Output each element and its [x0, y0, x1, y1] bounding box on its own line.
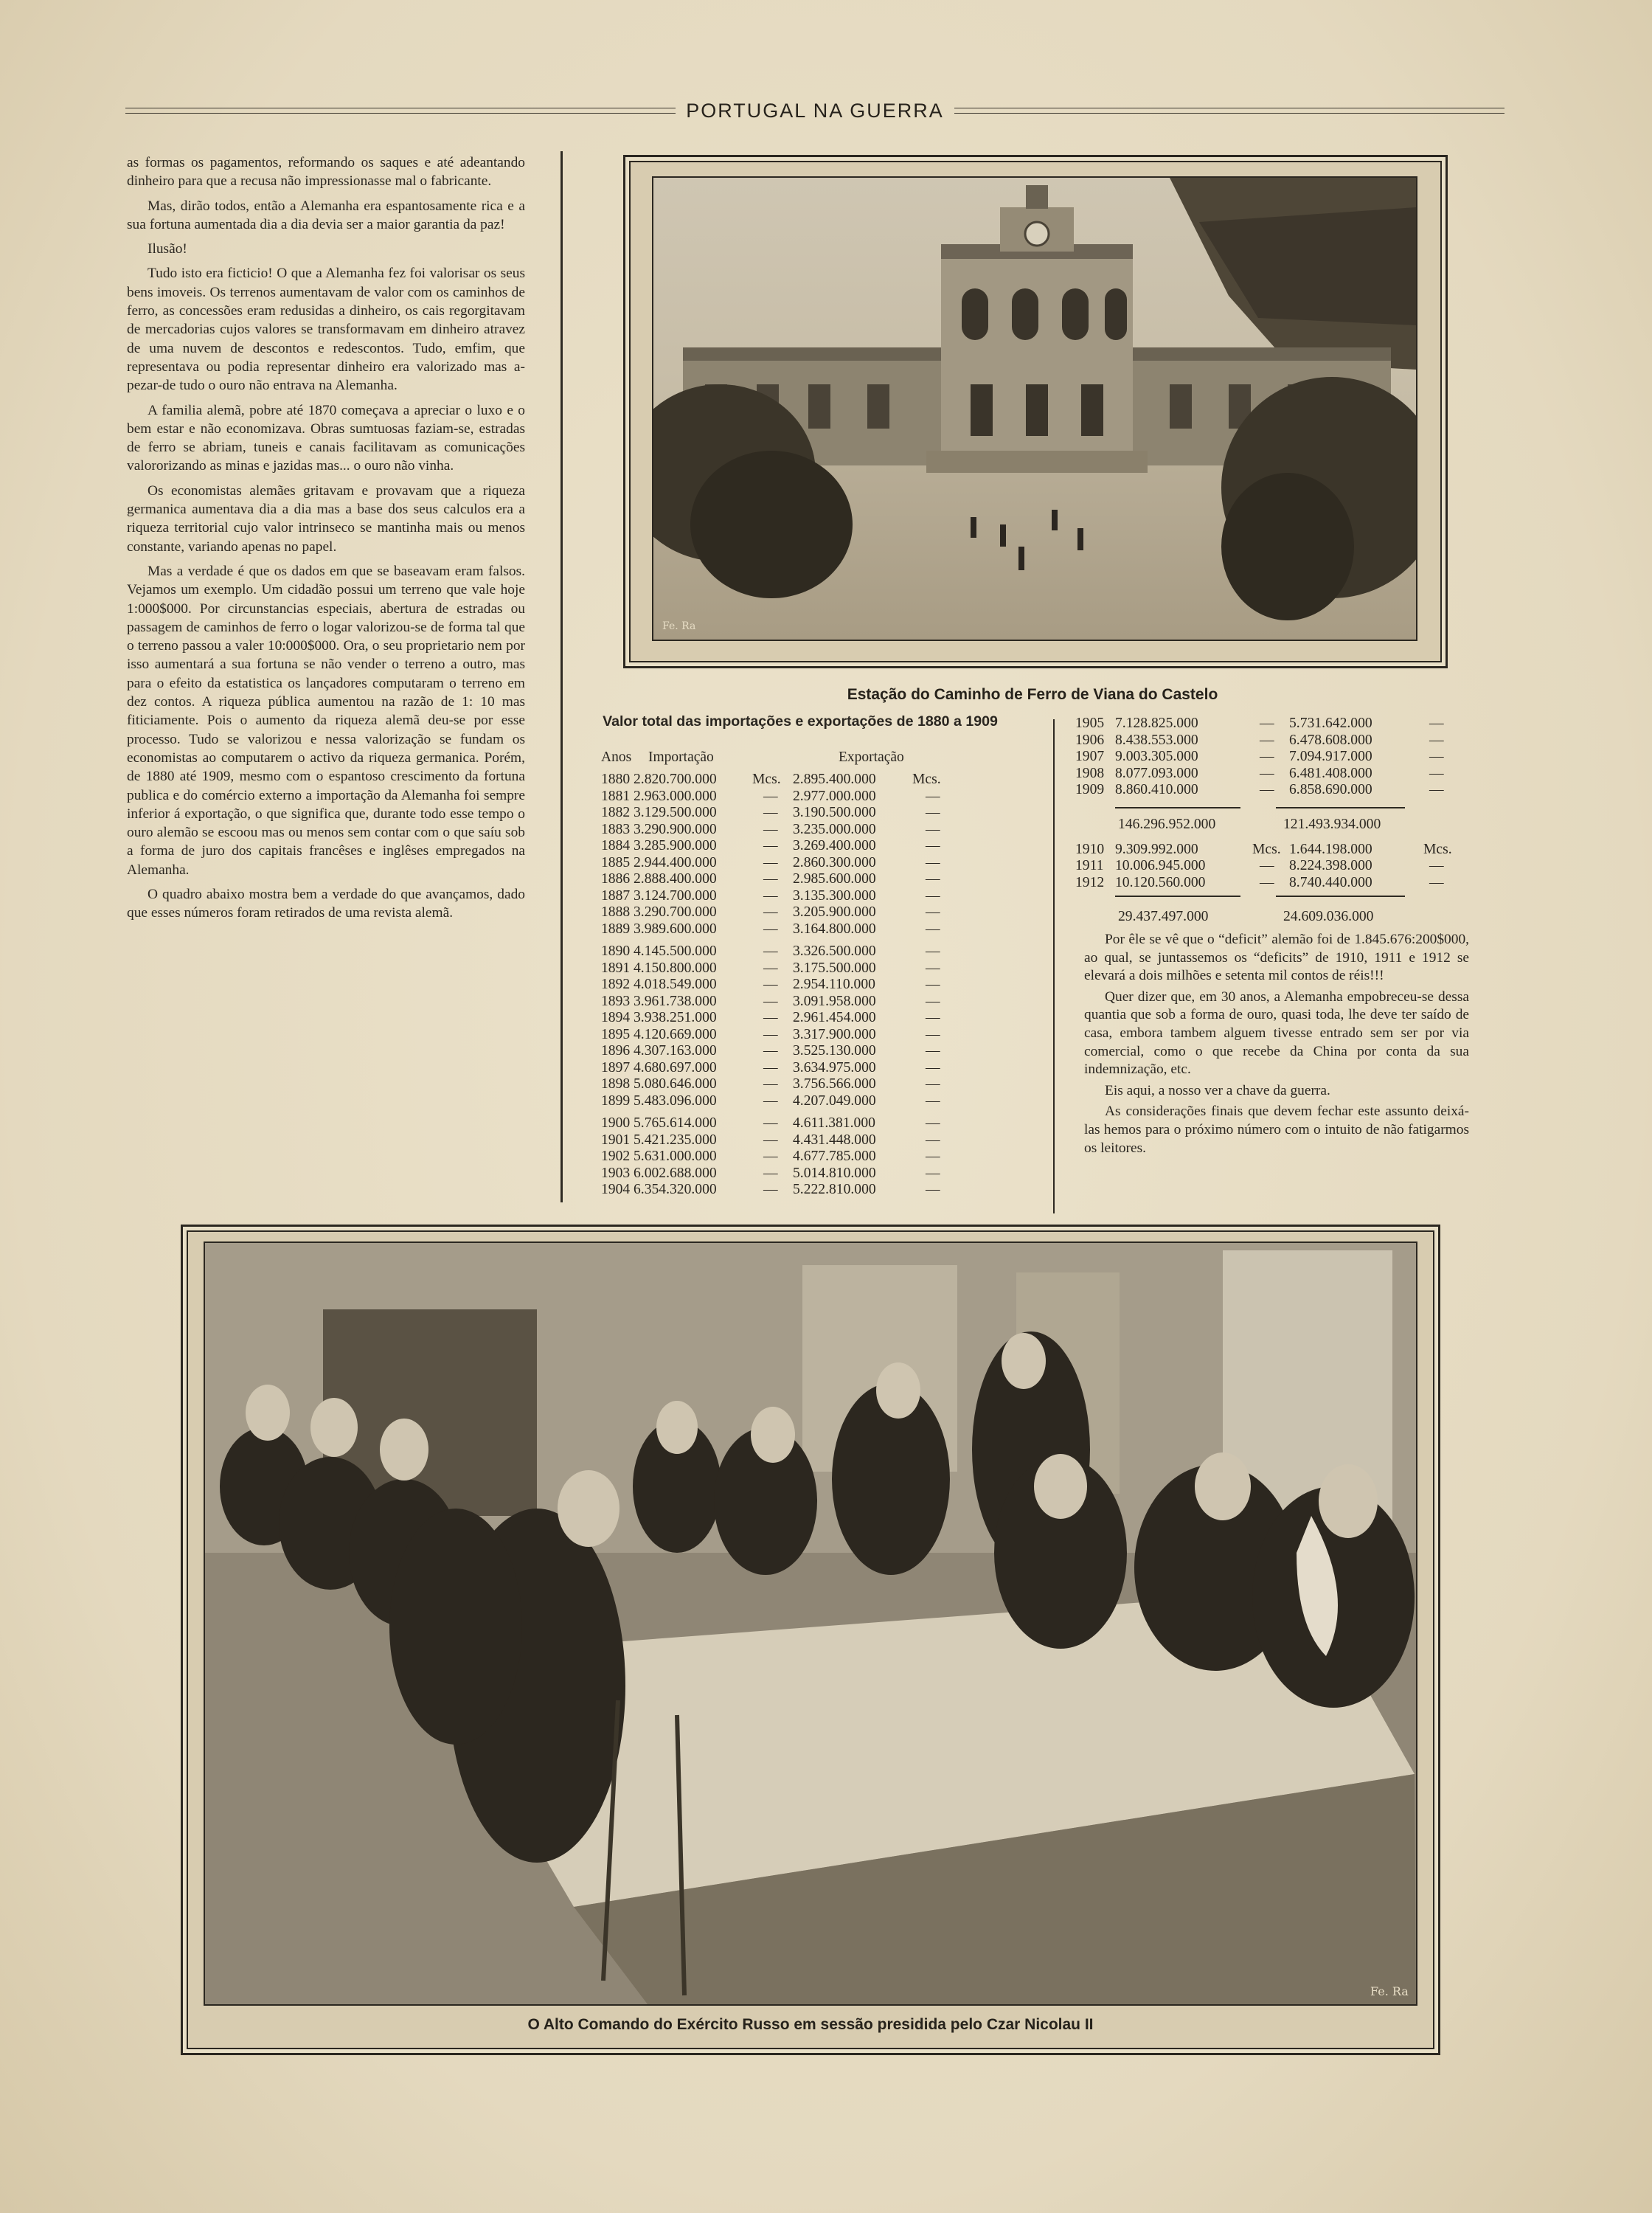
table-cell-ditto: —: [763, 1076, 778, 1092]
table-cell-ditto: —: [926, 854, 940, 870]
table-cell-export: 3.135.300.000: [793, 887, 876, 904]
table-cell-year: 1898: [601, 1076, 631, 1092]
table-cell-export: 2.895.400.000: [793, 772, 876, 787]
table-cell-year: 1908: [1075, 765, 1105, 781]
table-cell-year: 1902: [601, 1149, 631, 1164]
table-cell-ditto: —: [1429, 749, 1444, 764]
table-cell-export: 3.190.500.000: [793, 805, 876, 820]
table-cell-year: 1903: [601, 1165, 631, 1181]
subtotal-rule-export: [1276, 807, 1405, 808]
station-photo-caption: Estação do Caminho de Ferro de Viana do Castelo: [847, 686, 1218, 703]
table-cell-import: 9.309.992.000: [1115, 841, 1198, 857]
table-total-import: 29.437.497.000: [1118, 909, 1209, 924]
table-cell-ditto: —: [926, 1165, 940, 1181]
table-cell-unit: Mcs.: [912, 772, 941, 787]
header-rule-left: [125, 108, 676, 114]
table-cell-year: 1894: [601, 1010, 631, 1025]
table-cell-ditto: —: [926, 805, 940, 820]
table-cell-import: 5.483.096.000: [634, 1092, 717, 1109]
council-photo-signature: Fe. Ra: [1370, 1984, 1409, 1998]
table-cell-import: 2.944.400.000: [634, 854, 717, 870]
table-cell-export: 2.985.600.000: [793, 871, 876, 887]
table-cell-ditto: —: [763, 788, 778, 804]
table-cell-ditto: —: [926, 871, 940, 887]
table-cell-export: 8.740.440.000: [1289, 874, 1372, 890]
table-cell-import: 7.128.825.000: [1115, 716, 1198, 731]
table-cell-export: 1.644.198.000: [1289, 841, 1372, 857]
table-cell-import: 8.860.410.000: [1115, 782, 1198, 797]
station-photo-signature: Fe. Ra: [662, 620, 696, 632]
table-cell-export: 3.756.566.000: [793, 1076, 876, 1092]
table-cell-export: 2.860.300.000: [793, 854, 876, 870]
table-cell-year: 1906: [1075, 732, 1105, 748]
table-cell-ditto: —: [763, 821, 778, 837]
table-cell-unit: Mcs.: [1423, 841, 1452, 857]
table-cell-import: 5.765.614.000: [634, 1115, 717, 1131]
table-cell-export: 2.961.454.000: [793, 1010, 876, 1025]
table-cell-ditto: —: [1260, 765, 1274, 781]
table-cell-year: 1884: [601, 838, 631, 853]
column-rule-table: [1053, 719, 1055, 1213]
table-header-year: Anos: [601, 749, 632, 765]
council-photo-image: [205, 1243, 1416, 2004]
station-photo-image: [653, 178, 1416, 640]
council-photo-caption: O Alto Comando do Exército Russo em sessão presidida pelo Czar Nicolau II: [527, 2016, 1094, 2033]
table-cell-year: 1883: [601, 821, 631, 837]
table-cell-ditto: —: [763, 1092, 778, 1109]
table-cell-import: 2.963.000.000: [634, 788, 717, 804]
table-cell-import: 2.820.700.000: [634, 772, 717, 787]
table-cell-year: 1904: [601, 1182, 631, 1197]
table-cell-ditto: —: [763, 943, 778, 959]
table-cell-export: 4.207.049.000: [793, 1092, 876, 1109]
table-cell-year: 1897: [601, 1059, 631, 1076]
table-header: [601, 749, 1014, 767]
table-cell-ditto: —: [926, 1010, 940, 1025]
table-cell-export: 3.235.000.000: [793, 821, 876, 837]
article-paragraph: Por êle se vê que o “deficit” alemão foi de 1.845.676:200$000, ao qual, se juntassemos os “deficits” de 1910, 1911 e 1912 se elevará a dois milhões e setenta mil contos de réis!!!: [1084, 932, 1469, 984]
table-cell-import: 3.961.738.000: [634, 993, 717, 1009]
table-cell-ditto: —: [926, 1132, 940, 1148]
table-cell-import: 4.150.800.000: [634, 960, 717, 976]
table-cell-export: 3.091.958.000: [793, 993, 876, 1009]
table-cell-import: 5.421.235.000: [634, 1132, 717, 1148]
table-title: Valor total das importações e exportações de 1880 a 1909: [603, 713, 998, 730]
table-cell-ditto: —: [763, 887, 778, 904]
table-cell-export: 7.094.917.000: [1289, 749, 1372, 764]
table-cell-ditto: —: [1260, 732, 1274, 748]
table-cell-export: 4.677.785.000: [793, 1149, 876, 1164]
left-article-column: [127, 153, 525, 1208]
table-cell-export: 6.478.608.000: [1289, 732, 1372, 748]
table-cell-export: 5.014.810.000: [793, 1165, 876, 1181]
table-cell-import: 2.888.400.000: [634, 871, 717, 887]
table-cell-ditto: —: [763, 1165, 778, 1181]
table-cell-export: 3.269.400.000: [793, 838, 876, 853]
table-cell-year: 1880: [601, 772, 631, 787]
table-cell-import: 8.077.093.000: [1115, 765, 1198, 781]
table-cell-ditto: —: [926, 993, 940, 1009]
article-paragraph: Mas, dirão todos, então a Alemanha era espantosamente rica e a sua fortuna aumentada dia a dia devia ser a maior garantia da paz!: [127, 198, 525, 232]
table-cell-year: 1910: [1075, 841, 1105, 857]
table-cell-import: 9.003.305.000: [1115, 749, 1198, 764]
article-paragraph: O quadro abaixo mostra bem a verdade do que avançamos, dado que esses números foram retirados de uma revista alemã.: [127, 886, 525, 921]
table-cell-import: 5.080.646.000: [634, 1076, 717, 1092]
table-cell-ditto: —: [763, 960, 778, 976]
table-cell-export: 3.164.800.000: [793, 921, 876, 937]
table-cell-import: 3.285.900.000: [634, 838, 717, 853]
table-cell-import: 4.307.163.000: [634, 1043, 717, 1059]
table-cell-year: 1900: [601, 1115, 631, 1131]
table-cell-year: 1909: [1075, 782, 1105, 797]
table-cell-ditto: —: [763, 993, 778, 1009]
table-cell-ditto: —: [926, 1149, 940, 1164]
table-cell-import: 3.290.700.000: [634, 904, 717, 920]
table-cell-export: 4.611.381.000: [793, 1115, 875, 1131]
table-cell-ditto: —: [1260, 874, 1274, 890]
table-cell-ditto: —: [763, 854, 778, 870]
table-cell-import: 10.120.560.000: [1115, 874, 1206, 890]
total-rule-export: [1276, 896, 1405, 897]
publication-title: PORTUGAL NA GUERRA: [686, 99, 944, 122]
table-cell-ditto: —: [926, 943, 940, 959]
table-cell-import: 10.006.945.000: [1115, 858, 1206, 873]
table-cell-import: 4.145.500.000: [634, 943, 717, 959]
table-cell-ditto: —: [763, 921, 778, 937]
table-cell-export: 3.525.130.000: [793, 1043, 876, 1059]
table-cell-ditto: —: [1429, 716, 1444, 731]
table-cell-export: 8.224.398.000: [1289, 858, 1372, 873]
table-cell-year: 1896: [601, 1043, 631, 1059]
table-cell-export: 2.977.000.000: [793, 788, 876, 804]
table-total-export: 24.609.036.000: [1283, 909, 1374, 924]
total-rule-import: [1115, 896, 1240, 897]
article-paragraph: Ilusão!: [148, 241, 187, 257]
table-cell-year: 1886: [601, 871, 631, 887]
article-paragraph: As considerações finais que devem fechar este assunto deixá-las hemos para o próximo número com o intuito de não fatigarmos os leitores.: [1084, 1104, 1469, 1156]
table-cell-year: 1892: [601, 977, 631, 992]
table-cell-year: 1891: [601, 960, 631, 976]
table-cell-ditto: —: [926, 1043, 940, 1059]
council-photo: [204, 1241, 1417, 2006]
table-cell-ditto: —: [763, 1115, 778, 1131]
article-paragraph: as formas os pagamentos, reformando os saques e até adeantando dinheiro para que a recusa não impressionasse mal o fabricante.: [127, 155, 525, 190]
table-cell-export: 5.222.810.000: [793, 1182, 876, 1197]
subtotal-rule-import: [1115, 807, 1240, 808]
table-cell-ditto: —: [1260, 749, 1274, 764]
table-cell-year: 1887: [601, 887, 631, 904]
table-cell-year: 1912: [1075, 874, 1105, 890]
column-rule-left: [560, 151, 563, 1202]
table-cell-ditto: —: [926, 838, 940, 853]
trade-table-right: [1075, 716, 1488, 922]
table-cell-export: 3.634.975.000: [793, 1059, 876, 1076]
table-header-export: Exportação: [839, 749, 904, 765]
article-paragraph: Eis aqui, a nosso ver a chave da guerra.: [1105, 1082, 1330, 1098]
table-cell-export: 6.858.690.000: [1289, 782, 1372, 797]
table-cell-import: 6.002.688.000: [634, 1165, 717, 1181]
table-cell-export: 2.954.110.000: [793, 977, 875, 992]
table-cell-import: 3.124.700.000: [634, 887, 717, 904]
table-cell-year: 1889: [601, 921, 631, 937]
table-cell-ditto: —: [1429, 874, 1444, 890]
table-cell-ditto: —: [926, 1115, 940, 1131]
trade-table-left: [601, 772, 1014, 1214]
table-cell-ditto: —: [926, 1026, 940, 1042]
table-cell-ditto: —: [926, 1059, 940, 1076]
table-cell-export: 3.317.900.000: [793, 1026, 876, 1042]
table-cell-year: 1881: [601, 788, 631, 804]
table-cell-ditto: —: [763, 904, 778, 920]
table-cell-year: 1911: [1075, 858, 1104, 873]
table-cell-year: 1895: [601, 1026, 631, 1042]
table-cell-import: 4.120.669.000: [634, 1026, 717, 1042]
table-cell-ditto: —: [926, 821, 940, 837]
table-cell-export: 3.175.500.000: [793, 960, 876, 976]
table-subtotal-export: 121.493.934.000: [1283, 816, 1381, 832]
table-cell-year: 1890: [601, 943, 631, 959]
table-cell-ditto: —: [1429, 732, 1444, 748]
table-cell-unit: Mcs.: [1252, 841, 1281, 857]
article-paragraph: A familia alemã, pobre até 1870 começava a apreciar o luxo e o bem estar e não economizava. Obras sumtuosas faziam-se, estradas de ferro se abriam, tuneis e canais facilitavam as comunicações valororizando as minas e jazidas mas... o ouro não vinha.: [127, 402, 525, 474]
table-cell-ditto: —: [763, 1043, 778, 1059]
table-cell-ditto: —: [926, 1182, 940, 1197]
table-cell-ditto: —: [763, 805, 778, 820]
table-cell-year: 1905: [1075, 716, 1105, 731]
table-cell-import: 4.018.549.000: [634, 977, 717, 992]
table-cell-unit: Mcs.: [752, 772, 781, 787]
table-subtotal-import: 146.296.952.000: [1118, 816, 1216, 832]
table-cell-ditto: —: [763, 1132, 778, 1148]
table-cell-ditto: —: [763, 1182, 778, 1197]
table-cell-ditto: —: [763, 871, 778, 887]
table-cell-ditto: —: [1260, 858, 1274, 873]
table-cell-ditto: —: [763, 977, 778, 992]
table-cell-ditto: —: [763, 838, 778, 853]
table-cell-year: 1907: [1075, 749, 1105, 764]
table-cell-ditto: —: [763, 1149, 778, 1164]
article-paragraph: Tudo isto era ficticio! O que a Alemanha fez foi valorisar os seus bens imoveis. Os terrenos aumentavam de valor com os caminhos de ferro, as concessões eram redusidas a dinheiro, os cais regorgitavam de mercadorias cujos valores se transformavam em dinheiro atravez de uma nuvem de descontos e redescontos. Tudo, emfim, que representava ou podia representar dinheiro era valorizado mas a-pezar-de tudo o ouro não entrava na Alemanha.: [127, 266, 525, 394]
article-paragraph: Os economistas alemães gritavam e provavam que a riqueza germanica aumentava dia a dia mas a base dos seus calculos era a riqueza territorial cujo valor intrinseco se mantinha mais ou menos constante, variando apenas no papel.: [127, 482, 525, 555]
table-cell-import: 5.631.000.000: [634, 1149, 717, 1164]
table-cell-ditto: —: [763, 1059, 778, 1076]
table-cell-import: 3.129.500.000: [634, 805, 717, 820]
right-article-column: [1084, 931, 1469, 1211]
table-cell-year: 1893: [601, 993, 631, 1009]
council-photo-frame: [181, 1225, 1440, 2055]
table-cell-export: 3.326.500.000: [793, 943, 876, 959]
table-cell-ditto: —: [926, 1076, 940, 1092]
header-rule-right: [954, 108, 1504, 114]
table-cell-ditto: —: [926, 1092, 940, 1109]
table-cell-ditto: —: [1429, 782, 1444, 797]
table-cell-import: 8.438.553.000: [1115, 732, 1198, 748]
table-cell-ditto: —: [763, 1026, 778, 1042]
running-head: [125, 96, 1504, 125]
table-cell-export: 6.481.408.000: [1289, 765, 1372, 781]
table-cell-import: 3.938.251.000: [634, 1010, 717, 1025]
table-cell-import: 3.989.600.000: [634, 921, 717, 937]
article-paragraph: Mas a verdade é que os dados em que se baseavam eram falsos. Vejamos um exemplo. Um cidadão possui um terreno que vale hoje 1:000$000. Por circunstancias especiais, abertura de estradas ou passagem de caminhos de ferro o logar valorizou-se de forma tal que o terreno passou a valer 10:000$000. Ora, o seu proprietario nem por isso aumentará a sua fortuna se não vender o terreno a outro, mas para o efeito da estatistica os lançadores computaram o terreno em dez contos. A riqueza pública aumentou na razão de 1: 10 mas fiticiamente. Pois o aumento da riqueza alemã deu-se por esse processo. Tudo se valorizou e nessa valorização se fundam os economistas ao computarem o activo da riqueza germanica. Porém, de 1880 até 1909, mesmo com o espantoso crescimento da fortuna publica e do comércio externo a importação da Alemanha foi sempre inferior á exportação, o que significa que, durante todo esse tempo o ouro alemão se escoou mas ou menos sem contar com o que saíu sob a forma de juro dos capitais francêses e inglêses empregados na Alemanha.: [127, 563, 525, 878]
table-cell-import: 4.680.697.000: [634, 1059, 717, 1076]
table-cell-import: 6.354.320.000: [634, 1182, 717, 1197]
table-cell-year: 1882: [601, 805, 631, 820]
table-cell-ditto: —: [926, 788, 940, 804]
table-cell-ditto: —: [1429, 858, 1444, 873]
table-cell-ditto: —: [1260, 716, 1274, 731]
table-cell-ditto: —: [926, 904, 940, 920]
table-cell-ditto: —: [926, 977, 940, 992]
table-cell-ditto: —: [926, 887, 940, 904]
table-cell-ditto: —: [1260, 782, 1274, 797]
station-photo: [652, 176, 1417, 641]
table-cell-year: 1899: [601, 1092, 631, 1109]
station-photo-frame: [623, 155, 1448, 668]
table-cell-ditto: —: [763, 1010, 778, 1025]
table-header-import: Importação: [648, 749, 714, 765]
table-cell-import: 3.290.900.000: [634, 821, 717, 837]
table-cell-ditto: —: [1429, 765, 1444, 781]
table-cell-year: 1885: [601, 854, 631, 870]
table-cell-export: 4.431.448.000: [793, 1132, 876, 1148]
table-cell-export: 3.205.900.000: [793, 904, 876, 920]
table-cell-year: 1888: [601, 904, 631, 920]
table-cell-year: 1901: [601, 1132, 631, 1148]
table-cell-ditto: —: [926, 921, 940, 937]
article-paragraph: Quer dizer que, em 30 anos, a Alemanha empobreceu-se dessa quantia que sob a forma de ouro, quasi toda, lhe deve ter saído de casa, embora tambem alguem tivesse entrado sem ser por via comercial, como o que recebe da China por conta da sua indemnização, etc.: [1084, 988, 1469, 1078]
table-cell-ditto: —: [926, 960, 940, 976]
table-cell-export: 5.731.642.000: [1289, 716, 1372, 731]
